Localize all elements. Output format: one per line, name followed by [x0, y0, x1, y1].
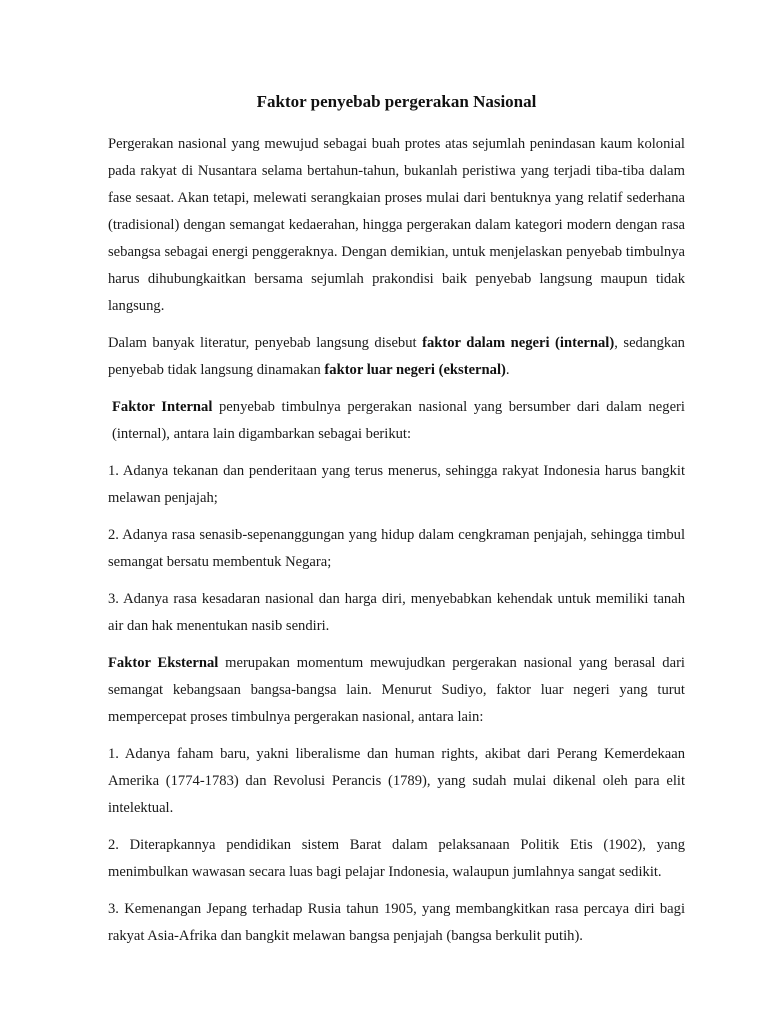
document-title: Faktor penyebab pergerakan Nasional — [256, 92, 537, 111]
literature-text-1: Dalam banyak literatur, penyebab langsung disebut — [108, 335, 423, 351]
internal-intro-paragraph — [108, 394, 685, 448]
external-intro-text: merupakan momentum mewujudkan pergerakan nasional yang berasal dari semangat kebangsaan bangsa-bangsa lain. Menurut Sudiyo, faktor luar negeri yang turut mempercepat proses timbulnya pergerakan nasional, antara lain: — [108, 655, 685, 725]
external-list-item-1: 1. Adanya faham baru, yakni liberalisme dan human rights, akibat dari Perang Kemerdekaan Amerika (1774-1783) dan Revolusi Perancis (1789), yang sudah mulai dikenal oleh para elit intelektual. — [108, 746, 685, 816]
internal-list-item-3: 3. Adanya rasa kesadaran nasional dan harga diri, menyebabkan kehendak untuk memiliki tanah air dan hak menentukan nasib sendiri. — [108, 591, 685, 634]
internal-list-item-2: 2. Adanya rasa senasib-sepenanggungan yang hidup dalam cengkraman penjajah, sehingga timbul semangat bersatu membentuk Negara; — [108, 527, 685, 570]
internal-term: faktor dalam negeri (internal) — [422, 335, 615, 351]
external-intro-paragraph — [108, 650, 685, 731]
literature-text-3: . — [505, 362, 510, 378]
intro-paragraph: Pergerakan nasional yang mewujud sebagai buah protes atas sejumlah penindasan kaum kolonial pada rakyat di Nusantara selama bertahun-tahun, bukanlah peristiwa yang terjadi tiba-tiba dalam fase sesaat. Akan tetapi, melewati serangkaian proses mulai dari bentuknya yang relatif sederhana (tradisional) dengan semangat kedaerahan, hingga pergerakan dalam kategori modern dengan rasa sebangsa sebagai energi penggeraknya. Dengan demikian, untuk menjelaskan penyebab timbulnya harus dihubungkaitkan bersama sejumlah prakondisi baik penyebab langsung maupun tidak langsung. — [108, 136, 685, 314]
external-term: faktor luar negeri (eksternal) — [324, 362, 506, 378]
external-heading: Faktor Eksternal — [108, 655, 219, 671]
document-page — [108, 90, 685, 960]
internal-intro-text: penyebab timbulnya pergerakan nasional yang bersumber dari dalam negeri (internal), antara lain digambarkan sebagai berikut: — [112, 399, 685, 442]
internal-heading: Faktor Internal — [112, 399, 213, 415]
literature-text-2: , sedangkan penyebab tidak langsung dinamakan — [108, 335, 685, 378]
external-list-item-3: 3. Kemenangan Jepang terhadap Rusia tahun 1905, yang membangkitkan rasa percaya diri bagi rakyat Asia-Afrika dan bangkit melawan bangsa penjajah (bangsa berkulit putih). — [108, 901, 685, 944]
literature-paragraph — [108, 330, 685, 384]
external-list-item-2: 2. Diterapkannya pendidikan sistem Barat dalam pelaksanaan Politik Etis (1902), yang menimbulkan wawasan secara luas bagi pelajar Indonesia, walaupun jumlahnya sangat sedikit. — [108, 837, 685, 880]
internal-list-item-1: 1. Adanya tekanan dan penderitaan yang terus menerus, sehingga rakyat Indonesia harus bangkit melawan penjajah; — [108, 463, 685, 506]
